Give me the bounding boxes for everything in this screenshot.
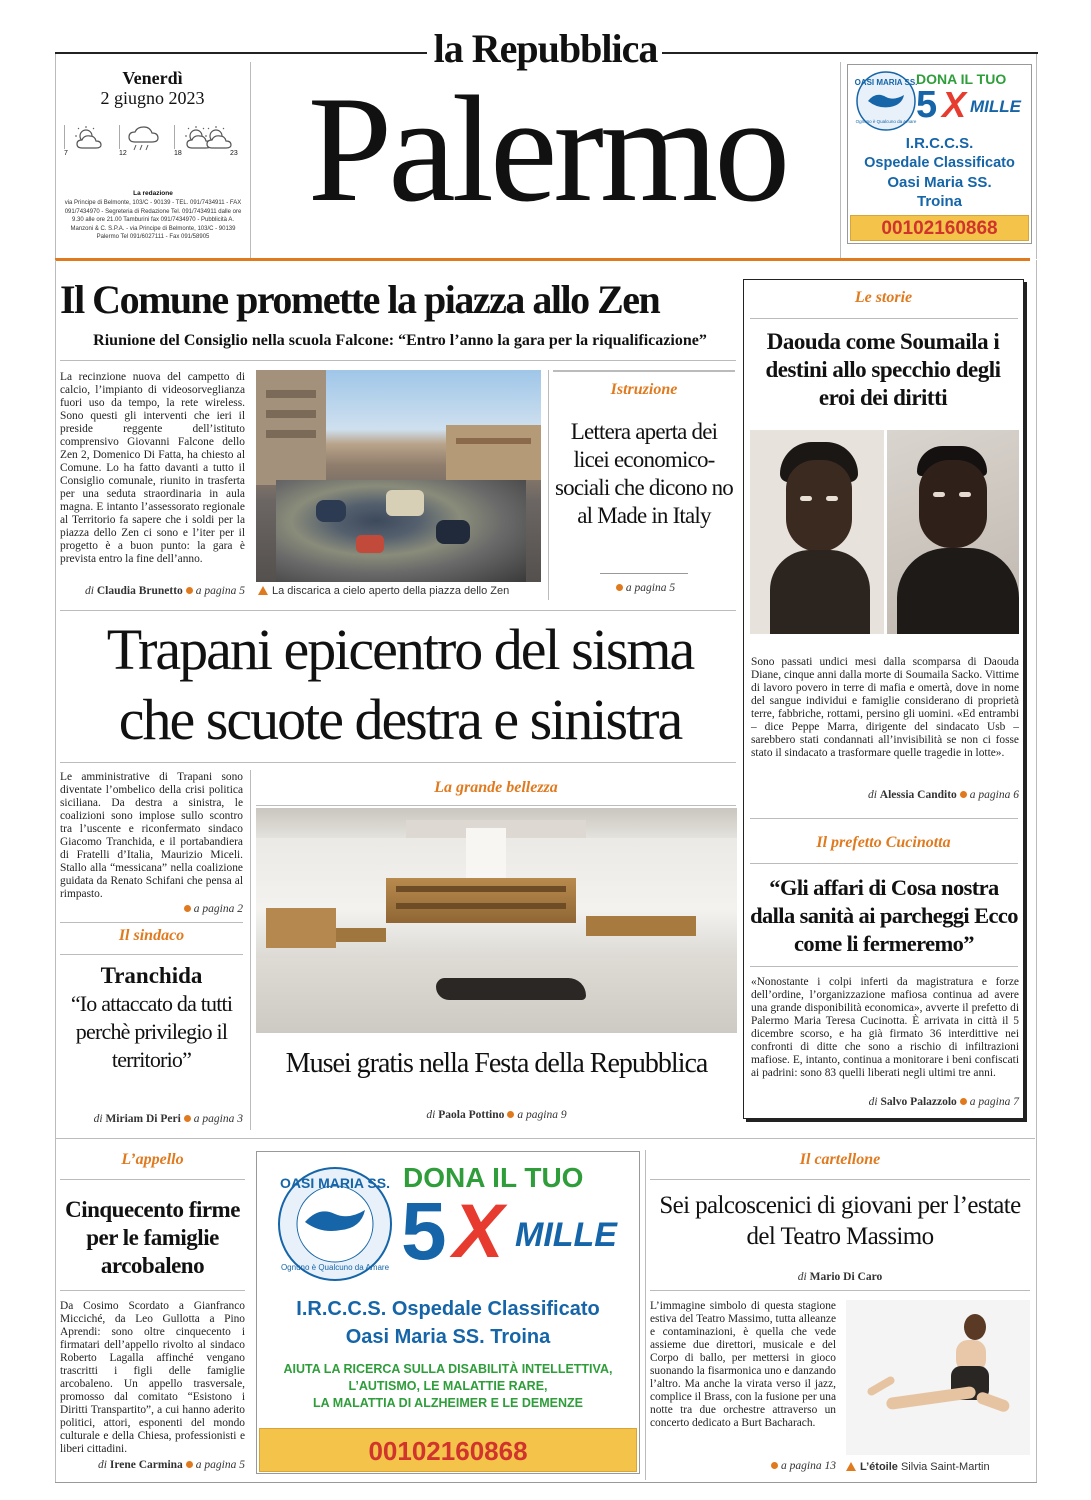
sun-cloud-icon (72, 126, 106, 152)
bellezza-headline[interactable]: Musei gratis nella Festa della Repubblica (285, 1048, 708, 1079)
masthead-frame-left (55, 54, 56, 259)
istruzione-headline[interactable]: Lettera aperta dei licei economico-sociali che dicono no al Made in Italy (554, 419, 733, 528)
date-full: 2 giugno 2023 (100, 88, 205, 108)
svg-text:Ognuno è Qualcuno da Amare: Ognuno è Qualcuno da Amare (280, 1263, 390, 1272)
orange-separator (55, 258, 1030, 261)
portrait-daouda (750, 430, 884, 634)
date-day: Venerdì (122, 68, 183, 88)
svg-text:Ognuno è Qualcuno da Amare: Ognuno è Qualcuno da Amare (855, 119, 917, 124)
masthead-rule-right (662, 52, 1038, 54)
istruzione-byline: a pagina 5 (553, 582, 735, 594)
weather-cell: 12 (117, 123, 162, 159)
bellezza-byline: di Paola Pottino a pagina 9 (426, 1109, 567, 1121)
lead-headline[interactable]: Il Comune promette la piazza allo Zen (60, 277, 660, 322)
svg-text:OASI MARIA SS.: OASI MARIA SS. (854, 78, 918, 87)
storie-kicker: Le storie (854, 289, 913, 306)
sindaco-name[interactable]: Tranchida (100, 963, 203, 988)
museum-photo (256, 808, 737, 1033)
masthead-divider-left (250, 62, 251, 258)
ad-top[interactable]: OASI MARIA SS. Ognuno è Qualcuno da Amare DONA IL TUO 5 X MILLE I.R.C.C.S. Ospedale Classificato Oasi Maria SS. Troina 00102160868 (847, 64, 1032, 244)
cartellone-headline[interactable]: Sei palcoscenici di giovani per l’estate del Teatro Massimo (659, 1192, 1021, 1250)
prefetto-kicker: Il prefetto Cucinotta (816, 834, 951, 851)
prefetto-headline[interactable]: “Gli affari di Cosa nostra dalla sanità ai parcheggi Ecco come li fermeremo” (750, 875, 1018, 956)
portrait-soumaila (887, 430, 1019, 634)
masthead-frame-right (1036, 54, 1037, 259)
istruzione-kicker: Istruzione (610, 381, 678, 398)
masthead-divider-right (840, 62, 841, 258)
appello-byline: di Irene Carmina a pagina 5 (98, 1459, 245, 1471)
bellezza-kicker: La grande bellezza (434, 779, 558, 796)
appello-headline[interactable]: Cinquecento firme per le famiglie arcobaleno (65, 1197, 240, 1278)
etoile-photo (846, 1300, 1030, 1455)
oasi-logo-icon (271, 1158, 399, 1286)
weather-cell: 23 (202, 123, 247, 159)
cartellone-byline: a pagina 13 (650, 1460, 836, 1472)
lead-subhead: Riunione del Consiglio nella scuola Falcone: “Entro l’anno la gara per la riqualificazione” (93, 332, 707, 349)
lead-rule (60, 360, 736, 361)
lead-body: La recinzione nuova del campetto di calcio, l’impianto di videosorveglianza fuori uso da tempo, la rete wireless. Sono questi gli interventi che ieri il preside reggente dell’istituto comprensivo Giovanni Falcone dello Zen 2, Domenico Di Fatta, ha chiesto al Comune. Lo ha fatto davanti a tutto il Consiglio comunale, riunito in trasferta per una seduta straordinaria in aula magna. E intanto l’assessorato regionale al Territorio fa sapere che i soldi per la piazza dello Zen ci sono e l’iter per il progetto è a buon punto: la gara è prevista entro la fine dell’anno. (60, 371, 245, 565)
storie-byline: di Alessia Candito a pagina 6 (867, 789, 1019, 801)
trapani-body: Le amministrative di Trapani sono diventate l’ombelico della crisi politica siciliana. Da destra a sinistra, le coalizioni sono implose sullo scontro tra l’uscente e riconfermato sindaco Giacomo Tranchida, e il portabandiera di Fratelli d’Italia, Maurizio Miceli. Stallo alla “messicana” nella coalizione guidata da Renato Schifani che pensa al rimpasto. (60, 771, 243, 900)
cartellone-author: di Mario Di Caro (797, 1271, 883, 1283)
trapani-headline-1[interactable]: Trapani epicentro del sisma (106, 617, 694, 682)
cloud-rain-icon (127, 126, 161, 152)
zen-caption: La discarica a cielo aperto della piazza dello Zen (258, 585, 548, 597)
svg-text:OASI MARIA SS.: OASI MARIA SS. (280, 1175, 390, 1191)
ad-bottom[interactable]: OASI MARIA SS. Ognuno è Qualcuno da Amare DONA IL TUO 5 X MILLE I.R.C.C.S. Ospedale Classificato Oasi Maria SS. Troina AIUTA LA RICERCA SULLA DISABILITÀ INTELLETTIVA, L’AUTISMO, LE MALATTIE RARE, LA MALATTIA DI ALZHEIMER E LE DEMENZE 00102160868 (256, 1151, 640, 1474)
zen-dump-photo (256, 370, 541, 582)
etoile-caption: L’étoile Silvia Saint-Martin (846, 1461, 1030, 1473)
masthead-rule-left (55, 52, 427, 54)
sindaco-kicker: Il sindaco (118, 927, 185, 944)
weather-cell: 18 (172, 123, 217, 159)
weather-strip (62, 123, 244, 159)
brand-logo[interactable]: la Repubblica (433, 26, 658, 71)
edition-title: Palermo (307, 65, 787, 233)
lead-byline: di Claudia Brunetto a pagina 5 (85, 585, 245, 597)
sindaco-byline: di Miriam Di Peri a pagina 3 (93, 1113, 243, 1125)
storie-headline[interactable]: Daouda come Soumaila i destini allo specchio degli eroi dei diritti (765, 329, 1001, 410)
storie-body: Sono passati undici mesi dalla scomparsa di Daouda Diane, cinque anni dalla morte di Soumaila Sacko. Vittime di lavoro povero in terre di mafia e omertà, dove in nome del sangue individui e famiglie considerano di proprietà terre, fabbriche, rottami, persino gli uomini. «Ed entrambi – dice Peppe Marra, dirigente del sindacato Usb – sarebbero stati condannati all’invisibilità se non ci fosse stato il sindacato a trasformare quelle tragedie in lotte». (751, 656, 1019, 759)
cartellone-body: L’immagine simbolo di questa stagione estiva del Teatro Massimo, tutta alleanze e contaminazioni, è quella che vede assieme due direttori, musicale e del Corpo di ballo, per mettersi in gioco suonando la fisarmonica uno e danzando l’altro. Ma anche la virata verso il jazz, complice il Brass, con la fusione per una notte tra due orchestre attraverso un concerto dedicato a Burt Bacharach. (650, 1300, 836, 1429)
weather-cell: 7 (62, 123, 107, 159)
col-rule (548, 370, 549, 600)
redazione-title: La redazione (133, 190, 173, 197)
sun-cloud-icon (202, 126, 236, 152)
trapani-byline: a pagina 2 (60, 903, 243, 915)
redazione-text: via Principe di Belmonte, 103/C - 90139 - TEL. 091/7434911 - FAX 091/7434970 - Segreteria di Redazione Tel. 091/7434911 dalle ore 9.30 alle ore 21.00 Tamburini fax 091/7434970 - Pubblicità A. Manzoni & C. S.P.A. - via Principe di Belmonte, 103/C - 90139 Palermo Tel 091/6027111 - Fax 091/58905 (64, 200, 242, 241)
sindaco-quote: “Io attaccato da tutti perchè privilegio il territorio” (70, 991, 233, 1072)
oasi-logo-icon (854, 69, 918, 133)
prefetto-byline: di Salvo Palazzolo a pagina 7 (868, 1096, 1019, 1108)
prefetto-body: «Nonostante i colpi inferti da magistratura e forze dell’ordine, l’organizzazione mafiosa continua ad avere una grande disponibilità economica», avverte il prefetto di Palermo Maria Teresa Cucinotta. È arrivata in città il 5 dicembre scorso, e ha già firmato 36 interdittive nei confronti di ditte che sono a rischio di infiltrazioni mafiose. E, intanto, continua a monitorare i beni confiscati ai padrini: sono 83 quelli liberati negli ultimi tre anni. (751, 976, 1019, 1079)
appello-kicker: L’appello (121, 1151, 184, 1168)
appello-body: Da Cosimo Scordato a Gianfranco Micciché, da Leo Gullotta a Pino Aprendi: sono oltre cinquecento i firmatari dell’appello rivolto al sindaco Roberto Lagalla affinché vengano trascritti i figli delle famiglie arcobaleno. Un appello trasversale, promosso dal comitato “Esistono i Diritti Transpartito”, a cui hanno aderito politici, attori, esponenti del mondo culturale e della Chiesa, professionisti e liberi cittadini. (60, 1300, 245, 1455)
cartellone-kicker: Il cartellone (799, 1151, 881, 1168)
trapani-headline-2[interactable]: che scuote destra e sinistra (118, 687, 682, 752)
